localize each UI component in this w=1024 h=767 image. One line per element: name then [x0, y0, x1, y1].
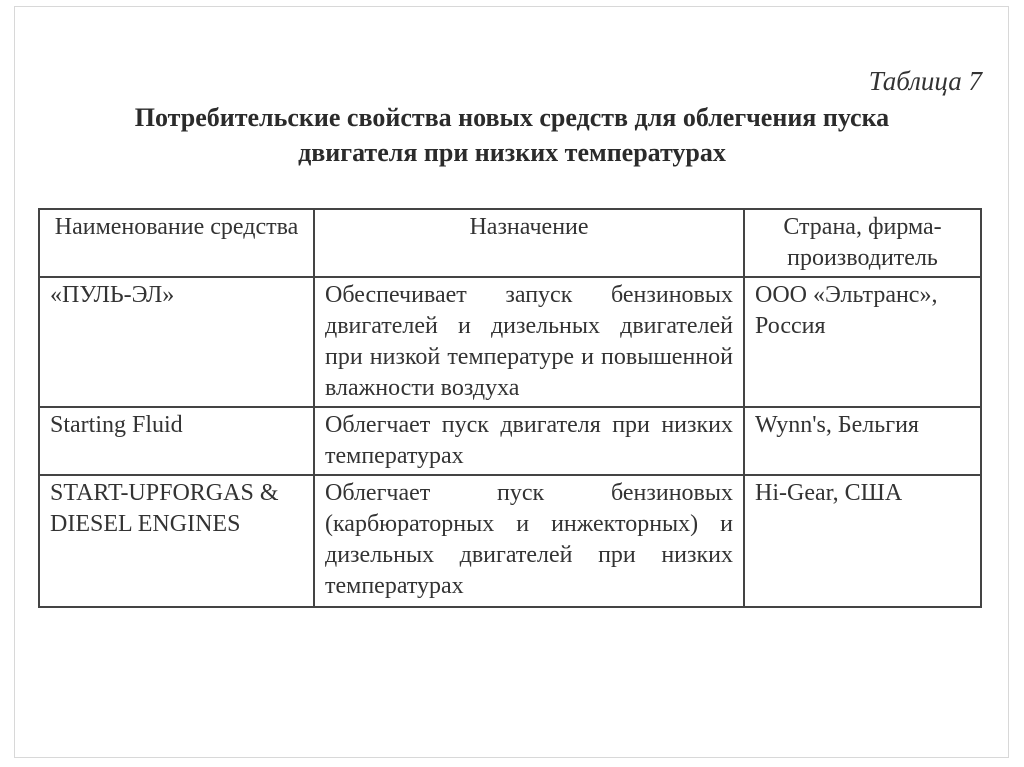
- table-row: [39, 407, 981, 475]
- cell-name: Starting Fluid: [39, 407, 314, 475]
- cell-purpose: Облегчает пуск бензиновых (карбюраторных и инжекторных) и дизельных двигателей при низких температурах: [314, 475, 744, 607]
- title-line-1: Потребительские свойства новых средств для облегчения пуска: [134, 103, 890, 132]
- products-table: [38, 208, 982, 608]
- header-manufacturer: Страна, фирма-производитель: [744, 209, 981, 277]
- table-number: Таблица 7: [868, 66, 982, 96]
- cell-name: START-UPFORGAS & DIESEL ENGINES: [39, 475, 314, 607]
- cell-name: «ПУЛЬ-ЭЛ»: [39, 277, 314, 407]
- header-purpose: Назначение: [314, 209, 744, 277]
- cell-manufacturer: ООО «Эльтранс», Россия: [744, 277, 981, 407]
- cell-purpose: Облегчает пуск двигателя при низких температурах: [314, 407, 744, 475]
- table-row: [39, 475, 981, 607]
- header-name: Наименование средства: [39, 209, 314, 277]
- table-header-row: [39, 209, 981, 277]
- title-line-2: двигателя при низких температурах: [298, 138, 726, 167]
- cell-manufacturer: Wynn's, Бельгия: [744, 407, 981, 475]
- cell-manufacturer: Hi-Gear, США: [744, 475, 981, 607]
- cell-purpose: Обеспечивает запуск бензиновых двигателей и дизельных двигателей при низкой температуре и повышенной влажности воздуха: [314, 277, 744, 407]
- document-title: [0, 100, 1024, 170]
- table-row: [39, 277, 981, 407]
